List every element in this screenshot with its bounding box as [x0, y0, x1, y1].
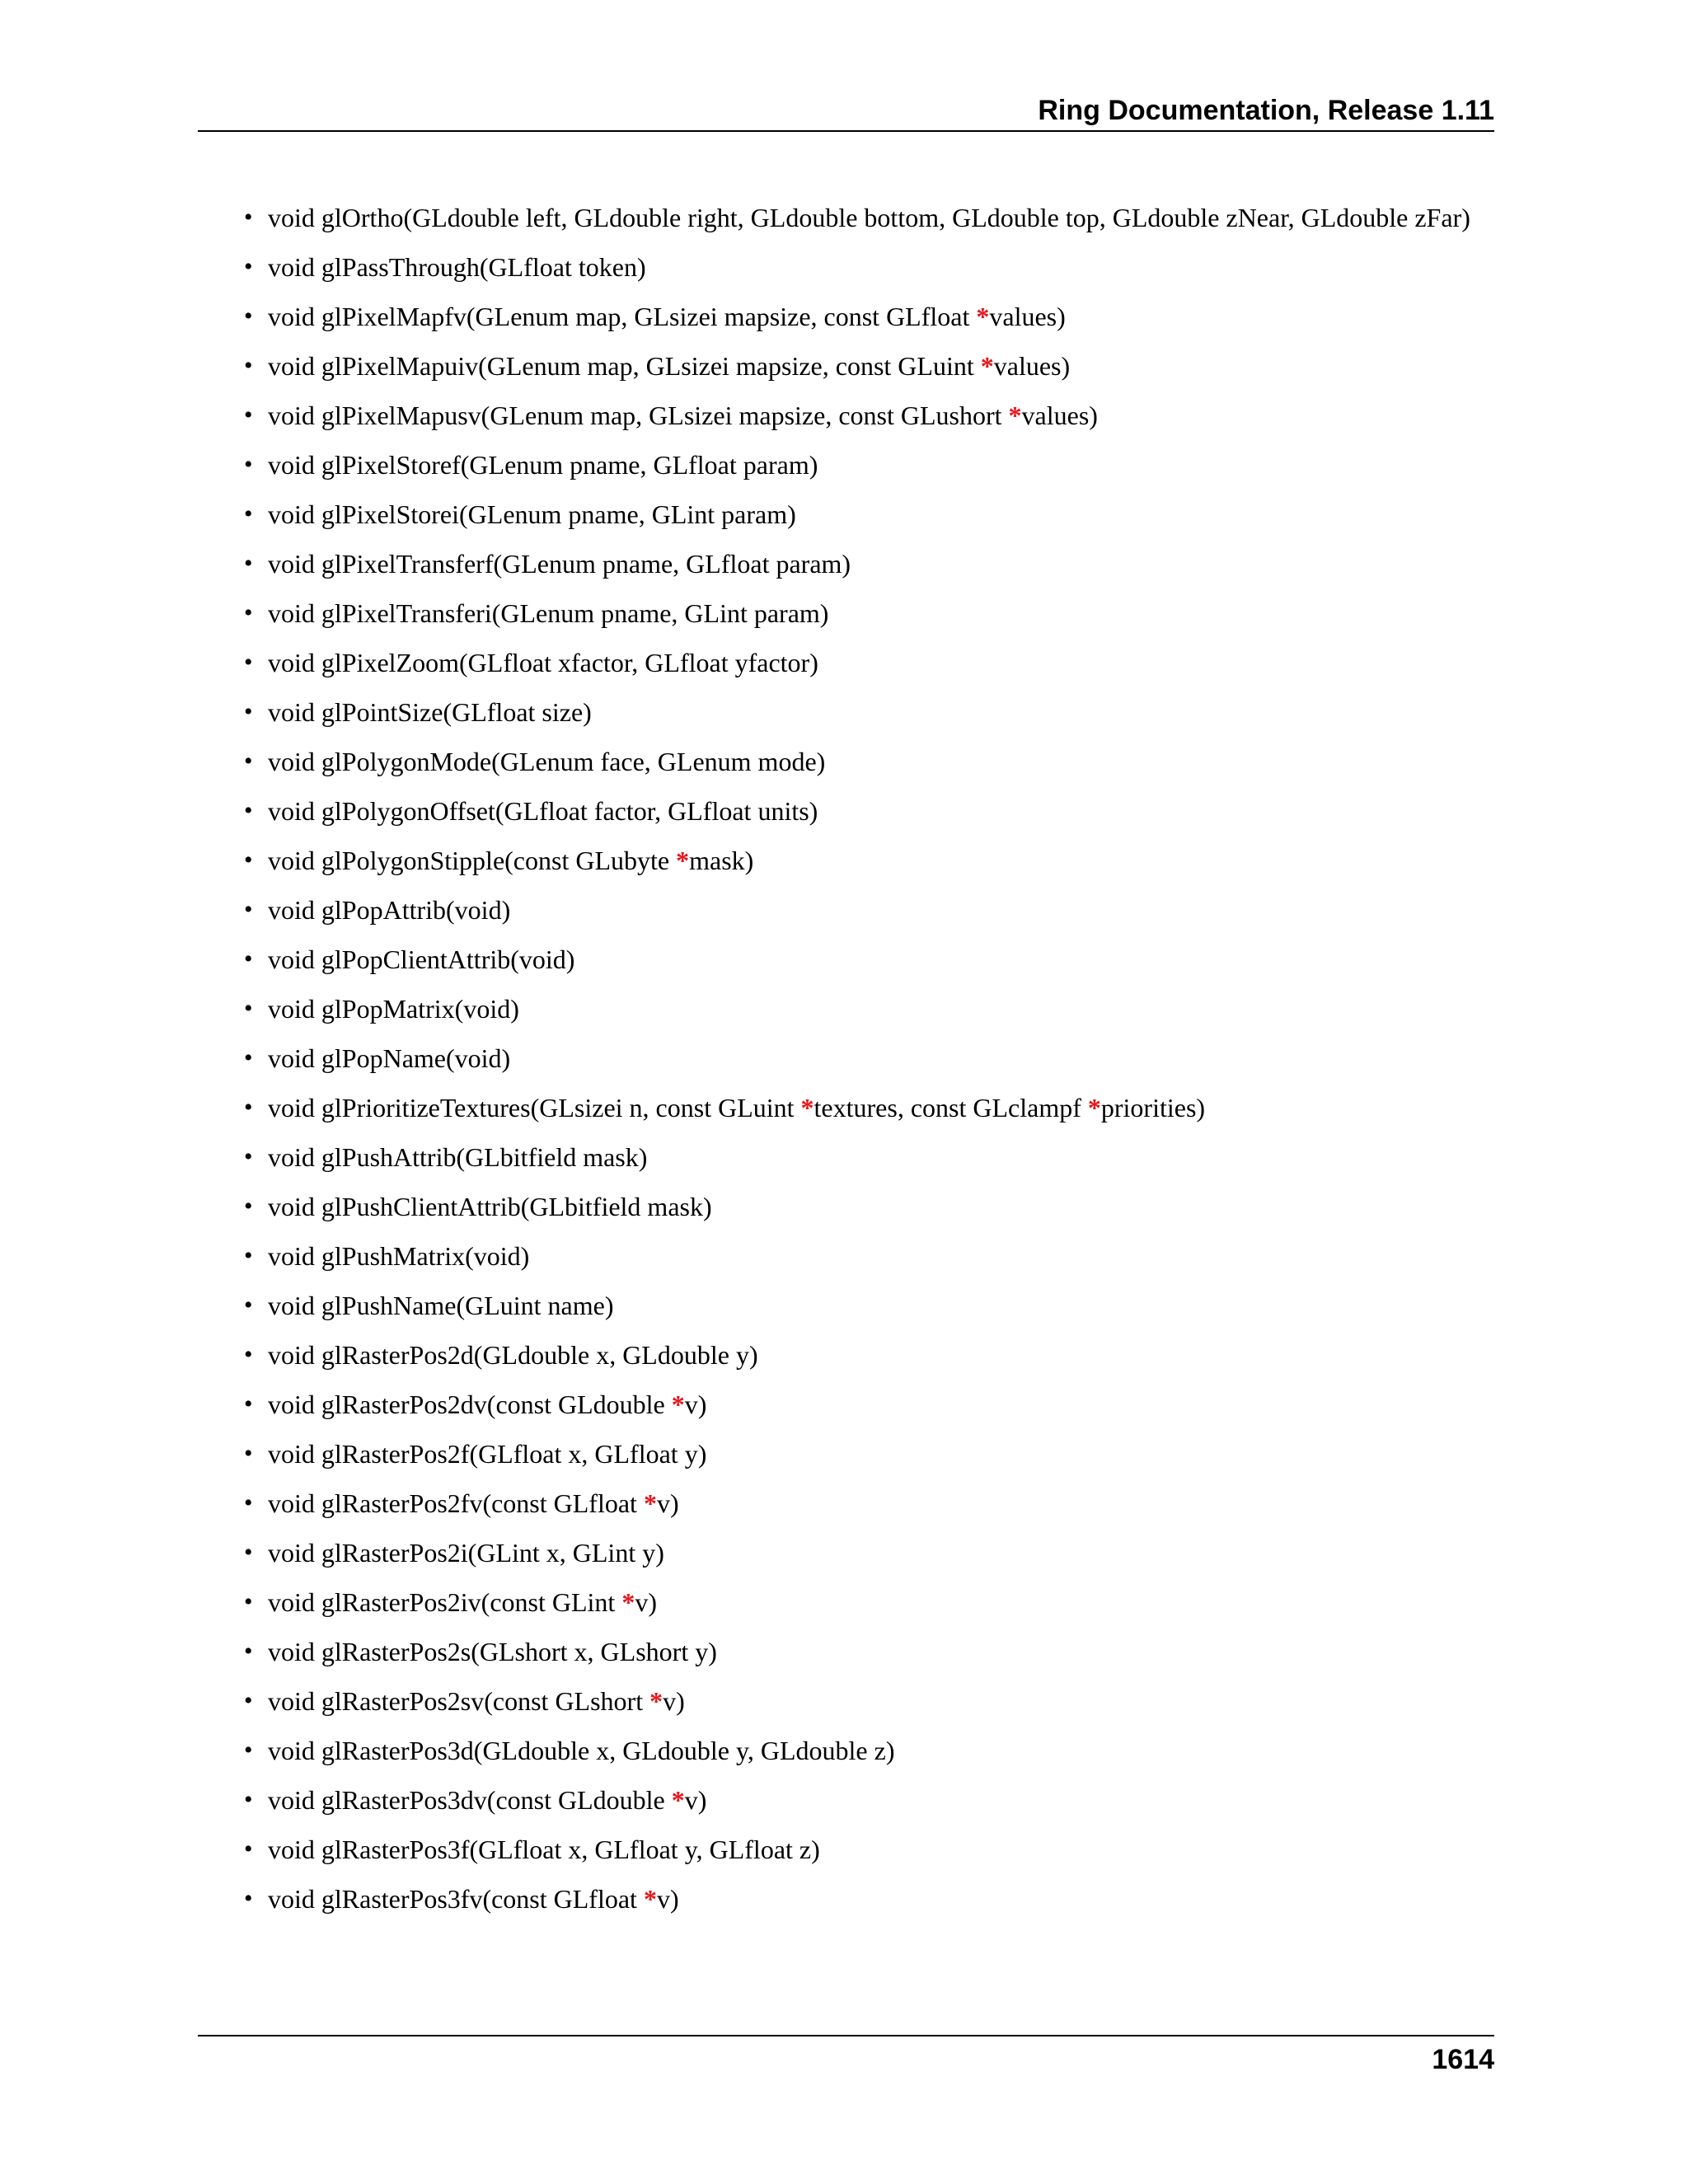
signature-text: void glPushAttrib(GLbitfield mask): [268, 1142, 648, 1172]
bullet-icon: •: [244, 945, 253, 972]
list-item: [244, 1141, 1494, 1174]
pointer-asterisk: *: [676, 846, 690, 875]
list-item: [244, 893, 1494, 926]
list-item: [244, 201, 1494, 234]
list-item: [244, 1635, 1494, 1668]
signature-text: void glPopMatrix(void): [268, 994, 519, 1024]
bullet-icon: •: [244, 302, 253, 330]
signature-text: v): [684, 1785, 707, 1815]
list-item: [244, 992, 1494, 1025]
list-item: [244, 1190, 1494, 1223]
bullet-icon: •: [244, 896, 253, 923]
list-item: [244, 300, 1494, 333]
bullet-icon: •: [244, 599, 253, 626]
list-item: [244, 1882, 1494, 1915]
list-item: [244, 794, 1494, 827]
list-item: [244, 349, 1494, 382]
list-item: [244, 1289, 1494, 1322]
footer-rule: [198, 2035, 1494, 2036]
bullet-icon: •: [244, 1489, 253, 1516]
signature-text: void glRasterPos2i(GLint x, GLint y): [268, 1538, 664, 1568]
list-item: [244, 1586, 1494, 1619]
list-item: [244, 943, 1494, 976]
bullet-icon: •: [244, 1786, 253, 1813]
signature-text: values): [993, 351, 1071, 381]
bullet-icon: •: [244, 352, 253, 379]
list-item: [244, 1536, 1494, 1569]
signature-text: void glPolygonOffset(GLfloat factor, GLfloat units): [268, 796, 818, 826]
bullet-icon: •: [244, 1390, 253, 1418]
bullet-icon: •: [244, 1291, 253, 1319]
signature-text: v): [656, 1884, 679, 1914]
signature-text: values): [989, 302, 1066, 331]
list-item: [244, 1437, 1494, 1470]
list-item: [244, 844, 1494, 877]
bullet-icon: •: [244, 797, 253, 824]
bullet-icon: •: [244, 500, 253, 527]
signature-text: mask): [689, 846, 754, 875]
bullet-icon: •: [244, 1193, 253, 1220]
signature-text: void glPassThrough(GLfloat token): [268, 252, 646, 282]
signature-text: void glRasterPos2s(GLshort x, GLshort y): [268, 1637, 717, 1666]
signature-text: void glPushMatrix(void): [268, 1241, 530, 1271]
signature-text: void glPixelMapusv(GLenum map, GLsizei mapsize, const GLushort: [268, 401, 1009, 430]
bullet-icon: •: [244, 253, 253, 280]
signature-text: void glPolygonMode(GLenum face, GLenum mode): [268, 747, 826, 776]
signature-text: void glPixelMapfv(GLenum map, GLsizei mapsize, const GLfloat: [268, 302, 977, 331]
header-rule: [198, 130, 1494, 132]
list-item: [244, 1833, 1494, 1866]
signature-text: void glRasterPos3f(GLfloat x, GLfloat y, GLfloat z): [268, 1835, 820, 1864]
signature-text: void glRasterPos2iv(const GLint: [268, 1587, 622, 1617]
bullet-icon: •: [244, 1044, 253, 1071]
signature-text: void glPixelZoom(GLfloat xfactor, GLfloat yfactor): [268, 648, 818, 677]
signature-text: values): [1021, 401, 1098, 430]
pointer-asterisk: *: [643, 1488, 657, 1518]
signature-text: textures, const GLclampf: [814, 1093, 1088, 1122]
signature-text: priorities): [1100, 1093, 1206, 1122]
signature-text: void glRasterPos2sv(const GLshort: [268, 1686, 650, 1716]
signature-text: void glPixelMapuiv(GLenum map, GLsizei mapsize, const GLuint: [268, 351, 981, 381]
bullet-icon: •: [244, 748, 253, 775]
bullet-icon: •: [244, 1094, 253, 1121]
list-item: [244, 251, 1494, 284]
pointer-asterisk: *: [1087, 1093, 1101, 1122]
bullet-icon: •: [244, 995, 253, 1022]
signature-text: void glPushName(GLuint name): [268, 1291, 614, 1320]
signature-text: void glRasterPos2fv(const GLfloat: [268, 1488, 644, 1518]
list-item: [244, 498, 1494, 531]
signature-text: void glPrioritizeTextures(GLsizei n, const GLuint: [268, 1093, 801, 1122]
pointer-asterisk: *: [649, 1686, 663, 1716]
signature-text: void glPopName(void): [268, 1043, 511, 1073]
pointer-asterisk: *: [800, 1093, 814, 1122]
function-list: [244, 201, 1494, 1932]
bullet-icon: •: [244, 1736, 253, 1764]
list-item: [244, 1240, 1494, 1272]
signature-text: void glRasterPos2d(GLdouble x, GLdouble y): [268, 1340, 758, 1370]
bullet-icon: •: [244, 1242, 253, 1269]
list-item: [244, 1487, 1494, 1520]
list-item: [244, 1338, 1494, 1371]
list-item: [244, 399, 1494, 432]
signature-text: void glPixelTransferi(GLenum pname, GLint param): [268, 598, 829, 628]
bullet-icon: •: [244, 1588, 253, 1615]
signature-text: void glPushClientAttrib(GLbitfield mask): [268, 1192, 712, 1221]
list-item: [244, 745, 1494, 778]
list-item: [244, 1734, 1494, 1767]
signature-text: v): [635, 1587, 657, 1617]
signature-text: void glPixelStoref(GLenum pname, GLfloat param): [268, 450, 818, 480]
signature-text: void glPopAttrib(void): [268, 895, 511, 925]
pointer-asterisk: *: [1008, 401, 1022, 430]
signature-text: void glRasterPos2f(GLfloat x, GLfloat y): [268, 1439, 707, 1469]
list-item: [244, 1783, 1494, 1816]
list-item: [244, 597, 1494, 630]
list-item: [244, 1388, 1494, 1421]
pointer-asterisk: *: [671, 1785, 685, 1815]
signature-text: void glPixelTransferf(GLenum pname, GLfloat param): [268, 549, 851, 579]
page-number: 1614: [1432, 2044, 1494, 2075]
signature-text: void glRasterPos2dv(const GLdouble: [268, 1390, 672, 1419]
list-item: [244, 1685, 1494, 1718]
bullet-icon: •: [244, 451, 253, 478]
bullet-icon: •: [244, 1143, 253, 1170]
signature-text: void glPointSize(GLfloat size): [268, 697, 592, 727]
bullet-icon: •: [244, 1835, 253, 1863]
bullet-icon: •: [244, 1539, 253, 1566]
signature-text: void glPolygonStipple(const GLubyte: [268, 846, 677, 875]
bullet-icon: •: [244, 698, 253, 725]
bullet-icon: •: [244, 550, 253, 577]
signature-text: v): [663, 1686, 685, 1716]
bullet-icon: •: [244, 1638, 253, 1665]
bullet-icon: •: [244, 649, 253, 676]
bullet-icon: •: [244, 204, 253, 231]
list-item: [244, 547, 1494, 580]
bullet-icon: •: [244, 1885, 253, 1912]
page-header-title: Ring Documentation, Release 1.11: [1038, 95, 1494, 126]
pointer-asterisk: *: [643, 1884, 657, 1914]
pointer-asterisk: *: [976, 302, 990, 331]
signature-text: v): [656, 1488, 679, 1518]
bullet-icon: •: [244, 846, 253, 874]
pointer-asterisk: *: [621, 1587, 635, 1617]
pointer-asterisk: *: [980, 351, 994, 381]
signature-text: void glOrtho(GLdouble left, GLdouble right, GLdouble bottom, GLdouble top, GLdouble zNear, GLdouble zFar): [268, 203, 1470, 232]
bullet-icon: •: [244, 1687, 253, 1714]
bullet-icon: •: [244, 1440, 253, 1467]
pointer-asterisk: *: [671, 1390, 685, 1419]
signature-text: void glPopClientAttrib(void): [268, 944, 575, 974]
list-item: [244, 696, 1494, 729]
bullet-icon: •: [244, 1341, 253, 1368]
list-item: [244, 646, 1494, 679]
list-item: [244, 448, 1494, 481]
list-item: [244, 1042, 1494, 1075]
signature-text: void glPixelStorei(GLenum pname, GLint param): [268, 499, 796, 529]
signature-text: v): [684, 1390, 707, 1419]
list-item: [244, 1091, 1494, 1124]
signature-text: void glRasterPos3d(GLdouble x, GLdouble y, GLdouble z): [268, 1736, 895, 1765]
bullet-icon: •: [244, 401, 253, 429]
signature-text: void glRasterPos3fv(const GLfloat: [268, 1884, 644, 1914]
signature-text: void glRasterPos3dv(const GLdouble: [268, 1785, 672, 1815]
